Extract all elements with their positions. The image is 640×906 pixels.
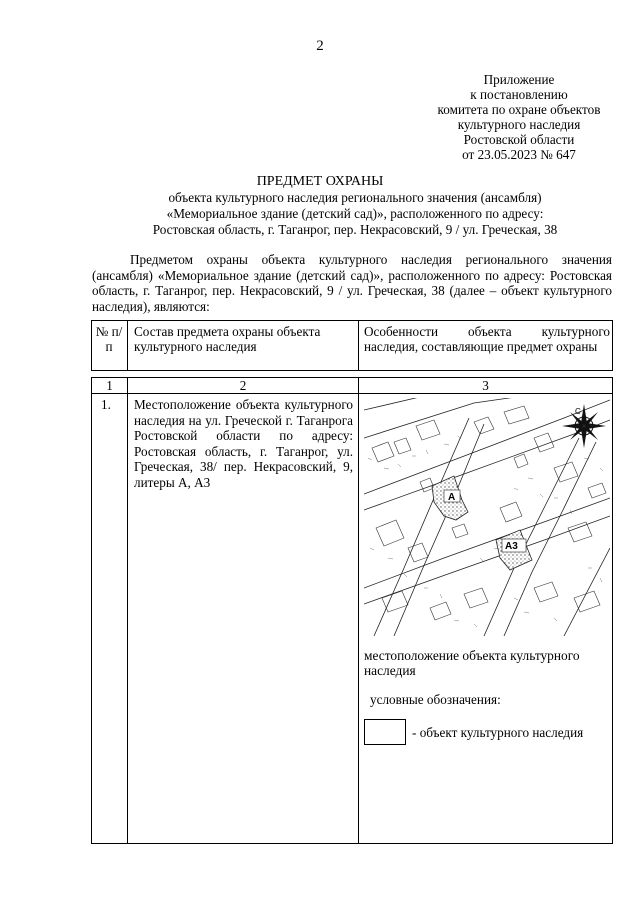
map-caption: местоположение объекта культурного наследия [364, 648, 580, 678]
appendix-line: от 23.05.2023 № 647 [462, 147, 576, 162]
column-number-1: 1 [106, 378, 113, 393]
north-label: С [575, 407, 581, 416]
intro-paragraph: Предметом охраны объекта культурного наследия регионального значения (ансамбля) «Мемориальное здание (детский сад)», расположенного по адресу: Ростовская область, г. Таганрог, пер. Некрасовский, 9 / ул. Греческая, 38 (далее – объект культурного наследия), являются: [92, 252, 612, 314]
subtitle-line: Ростовская область, г. Таганрог, пер. Некрасовский, 9 / ул. Греческая, 38 [152, 222, 558, 237]
label-a: А [448, 492, 456, 503]
map-labels [444, 490, 526, 552]
legend-label: - объект культурного наследия [412, 725, 584, 740]
appendix-line: Ростовской области [463, 132, 575, 147]
row-number: 1. [101, 397, 111, 412]
column-number-3: 3 [482, 378, 489, 393]
appendix-line: культурного наследия [457, 117, 581, 132]
document-subtitle [105, 190, 605, 238]
page-number: 2 [316, 38, 324, 54]
map-building-outlines [372, 406, 606, 620]
subtitle-line: «Мемориальное здание (детский сад)», расположенного по адресу: [166, 206, 544, 221]
appendix-line: комитета по охране объектов [437, 102, 601, 117]
header-composition: Состав предмета охраны объекта культурного наследия [134, 324, 321, 354]
appendix-line: к постановлению [470, 87, 568, 102]
document-title: ПРЕДМЕТ ОХРАНЫ [256, 174, 384, 189]
subtitle-line: объекта культурного наследия регионального значения (ансамбля) [168, 190, 542, 205]
location-map [364, 398, 610, 636]
appendix-line: Приложение [483, 72, 555, 87]
header-number: № п/п [95, 324, 123, 354]
appendix-block [400, 72, 638, 162]
label-a3: А3 [505, 541, 518, 552]
north-arrow-icon [562, 404, 606, 448]
legend-symbol [364, 719, 406, 745]
location-description: Местоположение объекта культурного наследия на ул. Греческой г. Таганрога Ростовской области по адресу: Ростовская область, г. Таганрог, ул. Греческая, 38/ пер. Некрасовский, 9, литеры А, А3 [134, 397, 353, 490]
header-features: Особенности объекта культурного наследия, составляющие предмет охраны [364, 324, 610, 354]
legend-title: условные обозначения: [370, 692, 501, 707]
column-number-2: 2 [239, 378, 247, 393]
map-drawing [364, 398, 610, 636]
